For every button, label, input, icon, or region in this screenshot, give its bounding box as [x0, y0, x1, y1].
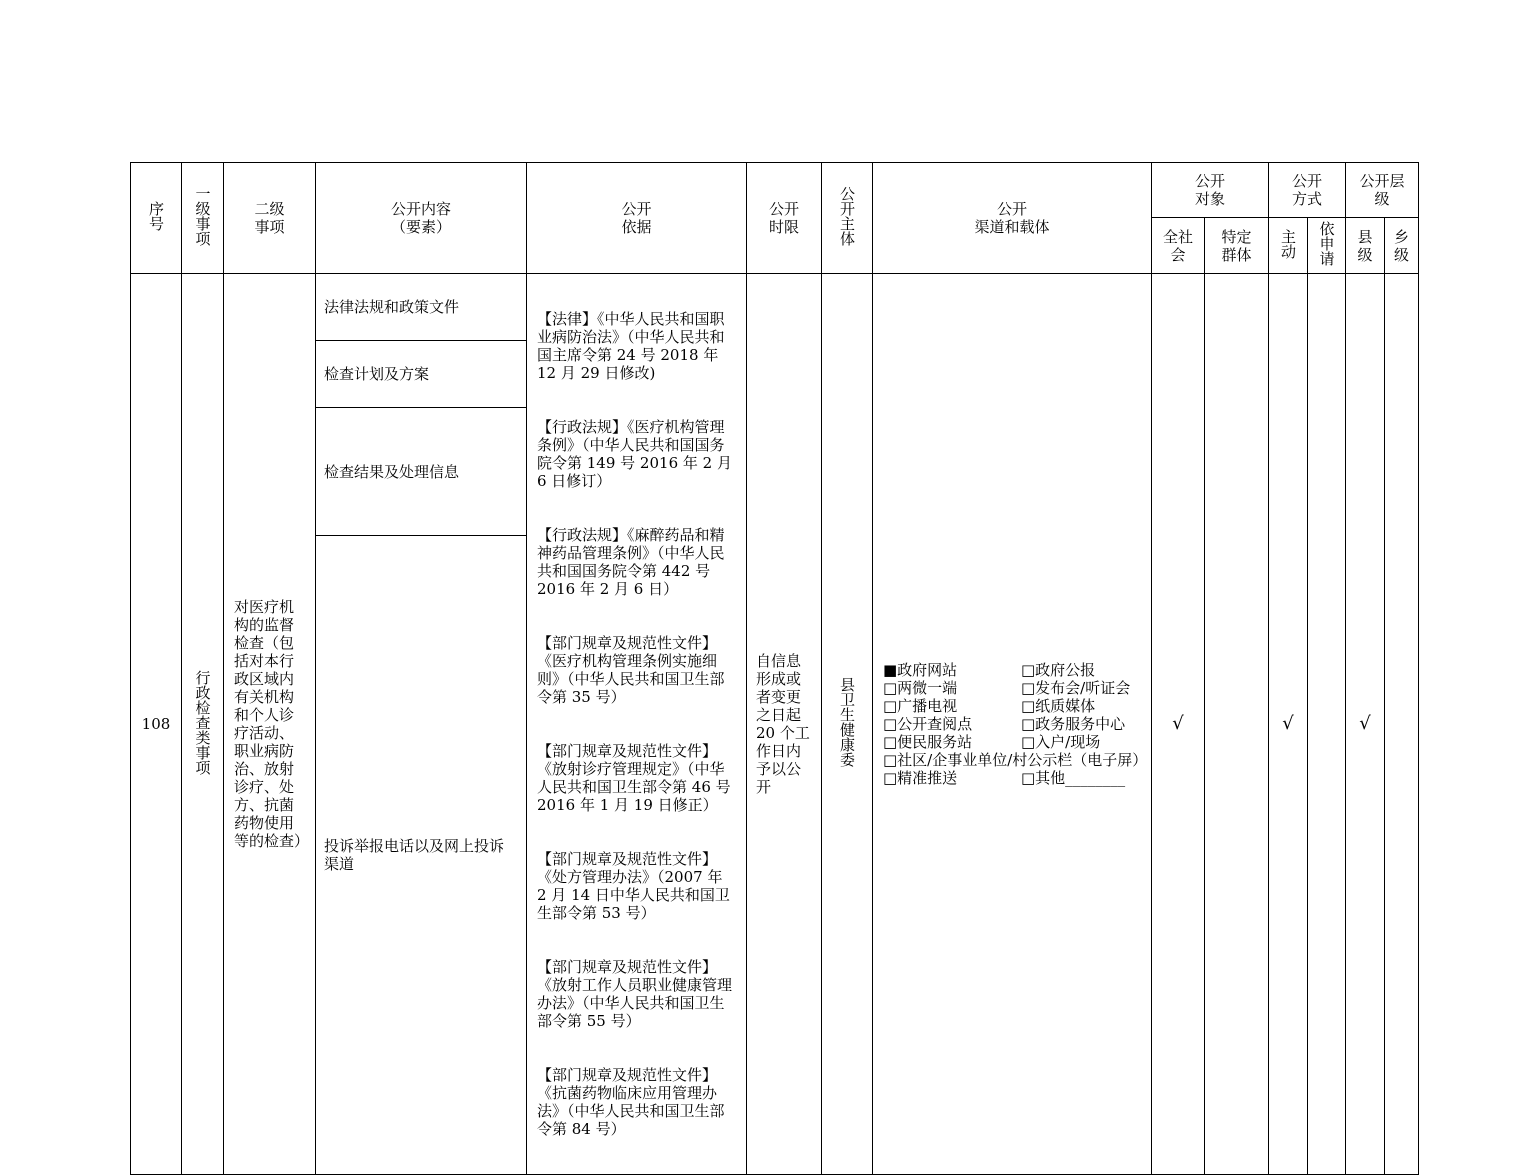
header-channel: 公开 渠道和载体 — [873, 163, 1152, 274]
header-level-township: 乡 级 — [1385, 218, 1419, 274]
header-target: 公开 对象 — [1152, 163, 1269, 218]
channel-door-to-door: □入户/现场 — [1021, 733, 1101, 751]
channel-bulletin: □社区/企事业单位/村公示栏（电子屏） — [883, 751, 1148, 769]
basis-item: 【行政法规】《医疗机构管理条例》（中华人民共和国国务院令第 149 号 2016 年 2 月 6 日修订） — [537, 418, 737, 490]
header-subject: 公开主体 — [822, 163, 873, 274]
channel-convenience: □便民服务站 — [883, 733, 973, 751]
row-method-request — [1308, 274, 1346, 1175]
header-level: 公开层 级 — [1346, 163, 1419, 218]
row-level-county: √ — [1346, 274, 1385, 1175]
content-item: 法律法规和政策文件 — [316, 274, 527, 341]
basis-item: 【部门规章及规范性文件】《医疗机构管理条例实施细则》（中华人民共和国卫生部令第 35 号） — [537, 634, 725, 706]
channel-precise-push: □精准推送 — [883, 769, 958, 787]
header-basis: 公开 依据 — [527, 163, 747, 274]
header-content: 公开内容 （要素） — [316, 163, 527, 274]
basis-item: 【行政法规】《麻醉药品和精神药品管理条例》（中华人民共和国国务院令第 442 号 2016 年 2 月 6 日） — [537, 526, 725, 598]
header-method-request: 依申请 — [1308, 218, 1346, 274]
row-level1: 行政检查类事项 — [182, 274, 224, 1175]
channel-radio-tv: □广播电视 — [883, 697, 958, 715]
channel-press: □发布会/听证会 — [1021, 679, 1131, 697]
channel-two-micro: □两微一端 — [883, 679, 958, 697]
basis-item: 【部门规章及规范性文件】《放射工作人员职业健康管理办法》（中华人民共和国卫生部令第 55 号） — [537, 958, 733, 1030]
content-item: 检查结果及处理信息 — [316, 408, 527, 536]
header-level2: 二级事项 — [224, 163, 316, 274]
header-method-active: 主动 — [1269, 218, 1308, 274]
row-basis — [527, 274, 747, 1175]
header-time-limit: 公开 时限 — [747, 163, 822, 274]
basis-item: 【部门规章及规范性文件】《抗菌药物临床应用管理办法》（中华人民共和国卫生部令第 84 号） — [537, 1066, 725, 1138]
row-time-limit: 自信息形成或者变更之日起 20 个工作日内予以公开 — [747, 274, 822, 1175]
channel-service-center: □政务服务中心 — [1021, 715, 1126, 733]
header-target-specific: 特定 群体 — [1205, 218, 1269, 274]
row-subject: 县卫生健康委 — [822, 274, 873, 1175]
header-method: 公开 方式 — [1269, 163, 1346, 218]
row-method-active: √ — [1269, 274, 1308, 1175]
row-level-township — [1385, 274, 1419, 1175]
channel-gov-website: ■政府网站 — [883, 661, 958, 679]
channel-options — [873, 661, 1151, 787]
content-item: 检查计划及方案 — [316, 341, 527, 408]
channel-paper: □纸质媒体 — [1021, 697, 1096, 715]
disclosure-table — [130, 162, 1419, 1175]
basis-item: 【部门规章及规范性文件】《处方管理办法》（2007 年 2 月 14 日中华人民共和国卫生部令第 53 号） — [537, 850, 730, 922]
channel-public-reading: □公开查阅点 — [883, 715, 973, 733]
row-level2: 对医疗机构的监督检查（包括对本行政区域内有关机构和个人诊疗活动、职业病防治、放射诊疗、处方、抗菌药物使用等的检查） — [224, 274, 316, 1175]
row-seq: 108 — [131, 274, 182, 1175]
row-target-specific — [1205, 274, 1269, 1175]
channel-other: □其他________ — [1021, 769, 1126, 787]
channel-gov-gazette: □政府公报 — [1021, 661, 1096, 679]
basis-item: 【法律】《中华人民共和国职业病防治法》（中华人民共和国主席令第 24 号 2018 年 12 月 29 日修改) — [537, 310, 725, 382]
content-item: 投诉举报电话以及网上投诉渠道 — [316, 536, 527, 1175]
row-channels — [873, 274, 1152, 1175]
row-target-all: √ — [1152, 274, 1205, 1175]
header-target-all: 全社 会 — [1152, 218, 1205, 274]
header-seq: 序号 — [131, 163, 182, 274]
header-level-county: 县 级 — [1346, 218, 1385, 274]
header-level1: 一级事项 — [182, 163, 224, 274]
basis-item: 【部门规章及规范性文件】《放射诊疗管理规定》（中华人民共和国卫生部令第 46 号 2016 年 1 月 19 日修正） — [537, 742, 736, 814]
